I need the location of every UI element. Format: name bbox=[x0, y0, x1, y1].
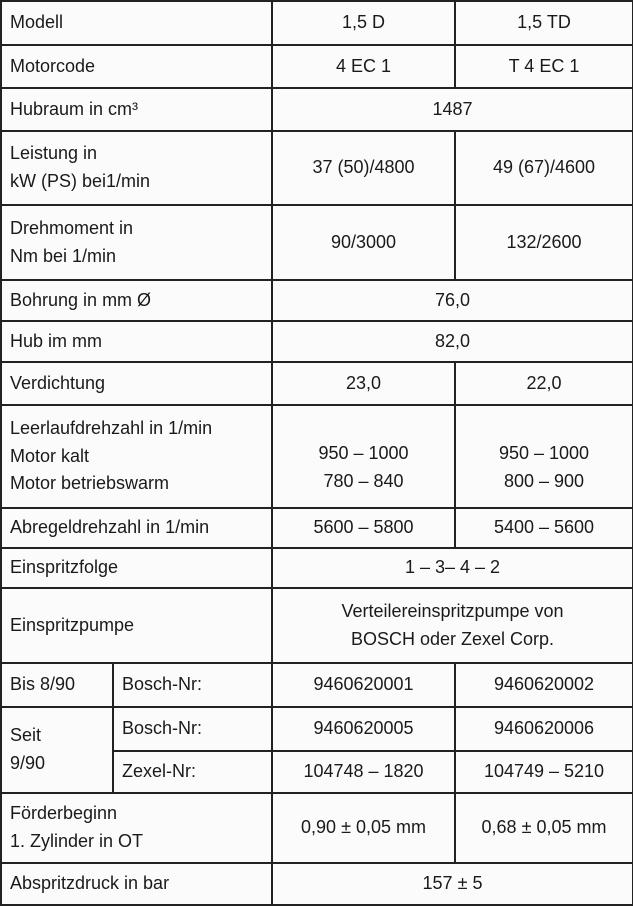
seit990-period-line1: Seit bbox=[10, 725, 42, 746]
row-modell bbox=[1, 1, 633, 45]
verdichtung-col2: 22,0 bbox=[455, 362, 633, 405]
modell-col1: 1,5 D bbox=[272, 1, 455, 45]
foerderbeginn-col2: 0,68 ± 0,05 mm bbox=[455, 793, 633, 863]
leerlauf-col2 bbox=[455, 405, 633, 508]
drehmoment-col1: 90/3000 bbox=[272, 205, 455, 280]
row-einspritzpumpe bbox=[1, 588, 633, 663]
leerlauf-label bbox=[1, 405, 272, 508]
drehmoment-col2: 132/2600 bbox=[455, 205, 633, 280]
seit990-bosch-label: Bosch-Nr: bbox=[113, 707, 272, 751]
abspritzdruck-value: 157 ± 5 bbox=[272, 863, 633, 905]
verdichtung-col1: 23,0 bbox=[272, 362, 455, 405]
motorcode-label: Motorcode bbox=[1, 45, 272, 88]
row-leerlauf bbox=[1, 405, 633, 508]
leistung-col2: 49 (67)/4600 bbox=[455, 131, 633, 205]
abspritzdruck-label: Abspritzdruck in bar bbox=[1, 863, 272, 905]
modell-col2: 1,5 TD bbox=[455, 1, 633, 45]
seit990-zexel-col2: 104749 – 5210 bbox=[455, 751, 633, 793]
bis890-col2: 9460620002 bbox=[455, 663, 633, 707]
row-hub bbox=[1, 321, 633, 362]
einspritzpumpe-value-line2: BOSCH oder Zexel Corp. bbox=[350, 628, 555, 649]
leistung-label-line2: kW (PS) bei1/min bbox=[10, 171, 151, 191]
einspritzpumpe-value-line1: Verteilereinspritzpumpe von bbox=[341, 600, 564, 621]
abregel-label: Abregeldrehzahl in 1/min bbox=[1, 508, 272, 548]
row-abregel bbox=[1, 508, 633, 548]
foerderbeginn-label-line1: Förderbeginn bbox=[10, 803, 118, 824]
hubraum-value: 1487 bbox=[272, 88, 633, 131]
foerderbeginn-label bbox=[1, 793, 272, 863]
foerderbeginn-label-line2: 1. Zylinder in OT bbox=[10, 831, 144, 851]
einspritzfolge-label: Einspritzfolge bbox=[1, 548, 272, 588]
drehmoment-label-line1: Drehmoment in bbox=[10, 217, 134, 238]
leerlauf-col2-warm: 800 – 900 bbox=[503, 470, 585, 491]
row-verdichtung bbox=[1, 362, 633, 405]
einspritzpumpe-value bbox=[272, 588, 633, 663]
hub-value: 82,0 bbox=[272, 321, 633, 362]
leistung-col1: 37 (50)/4800 bbox=[272, 131, 455, 205]
seit990-zexel-col1: 104748 – 1820 bbox=[272, 751, 455, 793]
seit990-period-line2: 9/90 bbox=[10, 753, 46, 773]
leerlauf-label-line2: Motor kalt bbox=[10, 445, 90, 466]
drehmoment-label-line2: Nm bei 1/min bbox=[10, 245, 117, 266]
row-bohrung bbox=[1, 280, 633, 321]
verdichtung-label: Verdichtung bbox=[1, 362, 272, 405]
row-abspritzdruck bbox=[1, 863, 633, 905]
row-bis890 bbox=[1, 663, 633, 707]
bis890-col1: 9460620001 bbox=[272, 663, 455, 707]
bis890-period: Bis 8/90 bbox=[1, 663, 113, 707]
row-seit990-bosch bbox=[1, 707, 633, 751]
seit990-bosch-col2: 9460620006 bbox=[455, 707, 633, 751]
leerlauf-col1-kalt: 950 – 1000 bbox=[318, 442, 409, 463]
bohrung-label: Bohrung in mm Ø bbox=[1, 280, 272, 321]
bis890-sublabel: Bosch-Nr: bbox=[113, 663, 272, 707]
leistung-label bbox=[1, 131, 272, 205]
drehmoment-label bbox=[1, 205, 272, 280]
leistung-label-line1: Leistung in bbox=[10, 143, 98, 164]
row-einspritzfolge bbox=[1, 548, 633, 588]
motorcode-col1: 4 EC 1 bbox=[272, 45, 455, 88]
leerlauf-label-line3: Motor betriebswarm bbox=[10, 473, 170, 494]
seit990-zexel-label: Zexel-Nr: bbox=[113, 751, 272, 793]
leerlauf-col1-warm: 780 – 840 bbox=[323, 470, 404, 491]
abregel-col1: 5600 – 5800 bbox=[272, 508, 455, 548]
foerderbeginn-col1: 0,90 ± 0,05 mm bbox=[272, 793, 455, 863]
row-motorcode bbox=[1, 45, 633, 88]
einspritzpumpe-label: Einspritzpumpe bbox=[1, 588, 272, 663]
modell-label: Modell bbox=[1, 1, 272, 45]
motorcode-col2: T 4 EC 1 bbox=[455, 45, 633, 88]
leerlauf-label-line1: Leerlaufdrehzahl in 1/min bbox=[10, 417, 213, 438]
seit990-bosch-col1: 9460620005 bbox=[272, 707, 455, 751]
hubraum-label: Hubraum in cm³ bbox=[1, 88, 272, 131]
bohrung-value: 76,0 bbox=[272, 280, 633, 321]
hub-label: Hub im mm bbox=[1, 321, 272, 362]
leerlauf-col1 bbox=[272, 405, 455, 508]
seit990-period bbox=[1, 707, 113, 793]
row-hubraum bbox=[1, 88, 633, 131]
row-drehmoment bbox=[1, 205, 633, 280]
row-leistung bbox=[1, 131, 633, 205]
abregel-col2: 5400 – 5600 bbox=[455, 508, 633, 548]
row-foerderbeginn bbox=[1, 793, 633, 863]
einspritzfolge-value: 1 – 3– 4 – 2 bbox=[272, 548, 633, 588]
leerlauf-col2-kalt: 950 – 1000 bbox=[498, 442, 590, 463]
